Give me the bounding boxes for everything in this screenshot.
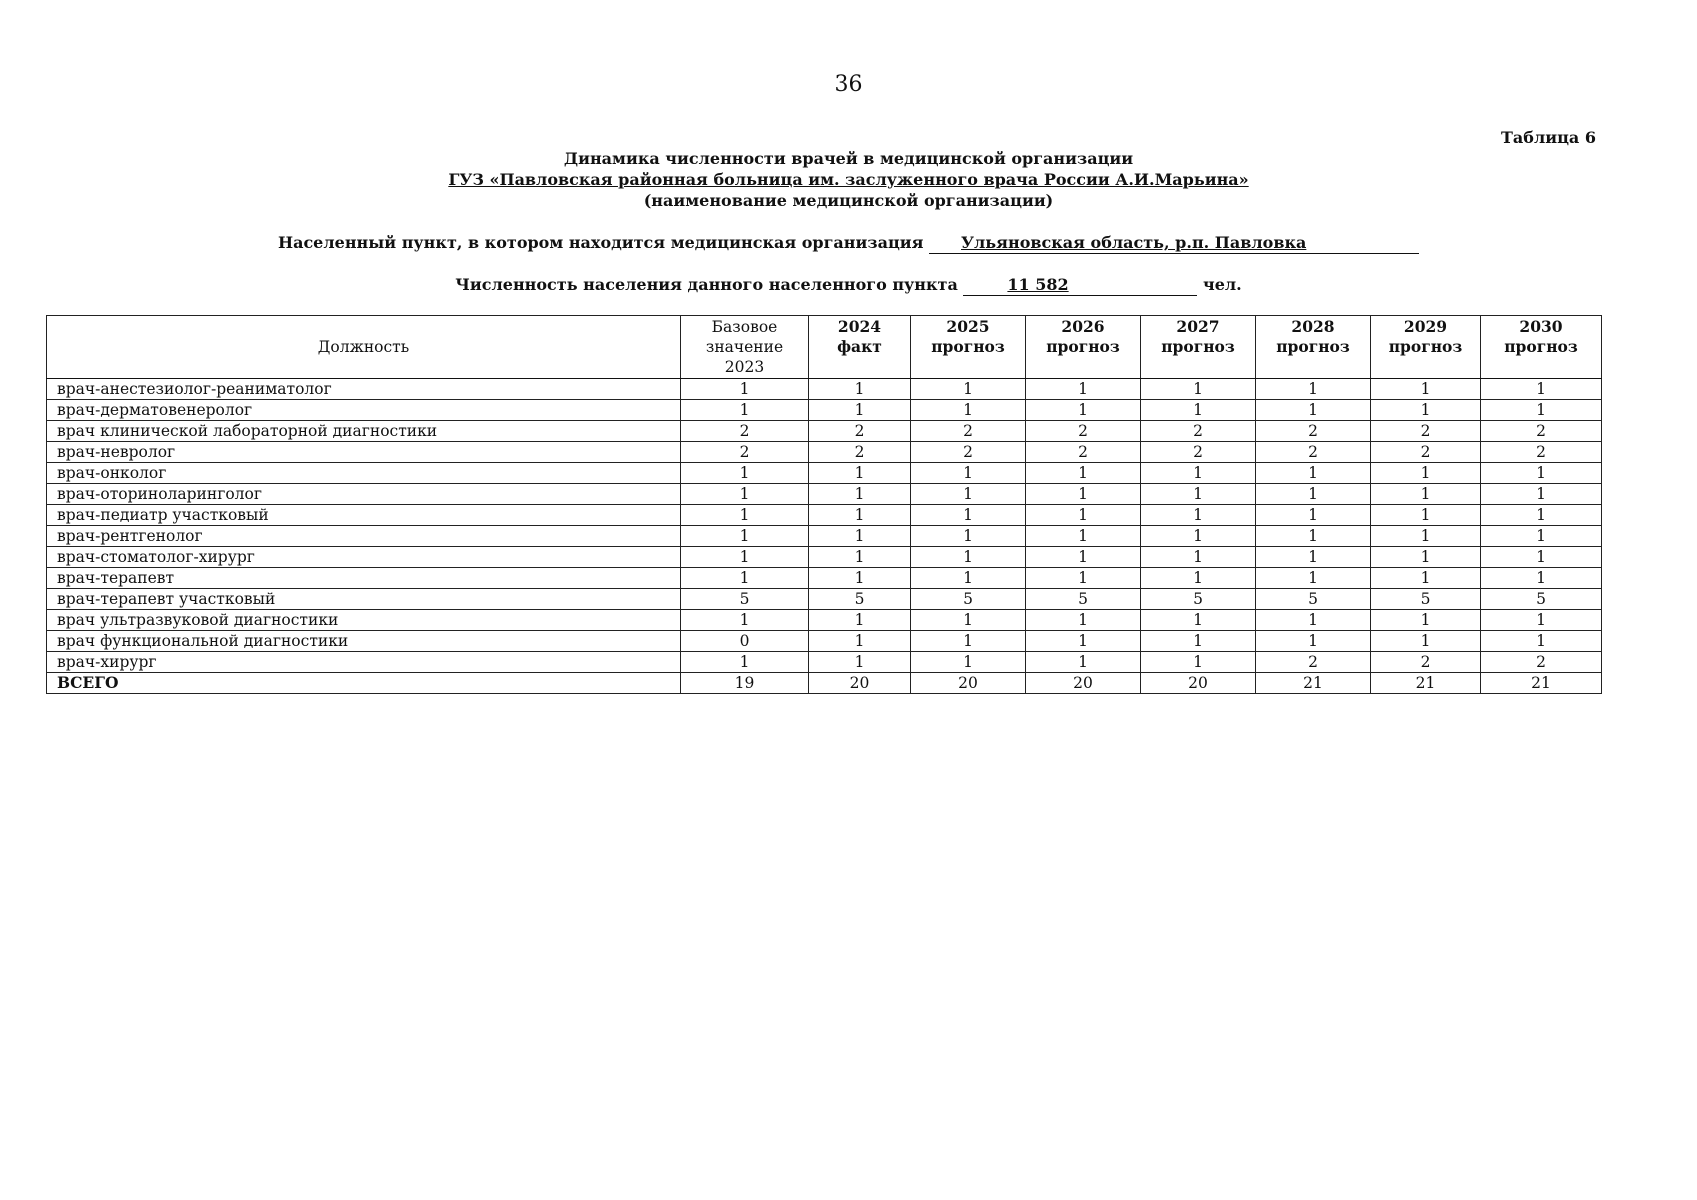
value-cell: 20: [911, 673, 1026, 694]
value-cell: 1: [1256, 400, 1371, 421]
value-cell: 2: [681, 442, 809, 463]
value-cell: 2: [1256, 442, 1371, 463]
position-cell: врач-оториноларинголог: [47, 484, 681, 505]
value-cell: 2: [1256, 421, 1371, 442]
value-cell: 20: [1026, 673, 1141, 694]
value-cell: 1: [1371, 484, 1481, 505]
value-cell: 1: [1371, 505, 1481, 526]
value-cell: 19: [681, 673, 809, 694]
table-number: Таблица 6: [1501, 128, 1596, 147]
settlement-value: Ульяновская область, р.п. Павловка: [961, 233, 1307, 252]
value-cell: 1: [911, 631, 1026, 652]
value-cell: 1: [809, 631, 911, 652]
value-cell: 1: [809, 610, 911, 631]
value-cell: 1: [1481, 400, 1602, 421]
value-cell: 5: [1026, 589, 1141, 610]
value-cell: 21: [1371, 673, 1481, 694]
position-cell: врач-дерматовенеролог: [47, 400, 681, 421]
header-2029: [1371, 316, 1481, 379]
value-cell: 2: [809, 442, 911, 463]
header-2030: [1481, 316, 1602, 379]
header-2028: [1256, 316, 1371, 379]
value-cell: 1: [1026, 526, 1141, 547]
population-unit: чел.: [1202, 275, 1242, 294]
value-cell: 1: [1371, 568, 1481, 589]
value-cell: 1: [1371, 610, 1481, 631]
value-cell: 2: [1481, 442, 1602, 463]
doctors-table: [46, 315, 1602, 694]
value-cell: 1: [1141, 400, 1256, 421]
value-cell: 1: [809, 379, 911, 400]
value-cell: 1: [809, 484, 911, 505]
value-cell: 1: [1481, 568, 1602, 589]
value-cell: 1: [1026, 568, 1141, 589]
header-line: 2030: [1519, 317, 1563, 336]
value-cell: 5: [1371, 589, 1481, 610]
settlement-field: [929, 234, 1419, 254]
header-line: 2026: [1061, 317, 1105, 336]
value-cell: 1: [1256, 484, 1371, 505]
value-cell: 1: [681, 379, 809, 400]
value-cell: 1: [1371, 379, 1481, 400]
table-row: [47, 589, 1602, 610]
table-row: [47, 421, 1602, 442]
table-row: [47, 652, 1602, 673]
value-cell: 1: [1141, 547, 1256, 568]
value-cell: 1: [1141, 505, 1256, 526]
header-line: 2025: [946, 317, 990, 336]
value-cell: 2: [1371, 421, 1481, 442]
value-cell: 1: [809, 505, 911, 526]
value-cell: 1: [1371, 547, 1481, 568]
value-cell: 1: [1141, 568, 1256, 589]
organization-caption: (наименование медицинской организации): [643, 191, 1054, 210]
value-cell: 1: [1481, 463, 1602, 484]
header-line: прогноз: [1388, 337, 1463, 356]
value-cell: 2: [1371, 442, 1481, 463]
value-cell: 2: [911, 442, 1026, 463]
value-cell: 1: [1256, 610, 1371, 631]
value-cell: 1: [1141, 379, 1256, 400]
header-line: прогноз: [931, 337, 1005, 356]
value-cell: 2: [1256, 652, 1371, 673]
population-line: [0, 275, 1697, 296]
table-row: [47, 631, 1602, 652]
value-cell: 1: [1256, 463, 1371, 484]
value-cell: 1: [681, 463, 809, 484]
value-cell: 5: [1141, 589, 1256, 610]
table-header-row: [47, 316, 1602, 379]
value-cell: 21: [1256, 673, 1371, 694]
value-cell: 2: [1371, 652, 1481, 673]
position-cell: врач-стоматолог-хирург: [47, 547, 681, 568]
page-number: 36: [834, 72, 863, 97]
table-row: [47, 400, 1602, 421]
value-cell: 5: [1256, 589, 1371, 610]
header-line: прогноз: [1161, 337, 1235, 356]
population-field: [963, 276, 1197, 296]
value-cell: 1: [1026, 463, 1141, 484]
value-cell: 20: [809, 673, 911, 694]
header-2027: [1141, 316, 1256, 379]
value-cell: 1: [809, 400, 911, 421]
value-cell: 1: [911, 568, 1026, 589]
header-line: Базовое: [711, 318, 778, 336]
value-cell: 1: [681, 484, 809, 505]
value-cell: 1: [1371, 463, 1481, 484]
position-cell: врач-терапевт: [47, 568, 681, 589]
table-row: [47, 610, 1602, 631]
value-cell: 1: [1026, 505, 1141, 526]
settlement-line: [0, 233, 1697, 254]
table-row: [47, 526, 1602, 547]
table-body: [47, 379, 1602, 694]
value-cell: 1: [1481, 484, 1602, 505]
header-line: 2024: [837, 317, 882, 336]
value-cell: 1: [1371, 526, 1481, 547]
value-cell: 1: [1026, 379, 1141, 400]
header-line: прогноз: [1276, 337, 1350, 356]
value-cell: 1: [1481, 379, 1602, 400]
table-row: [47, 379, 1602, 400]
document-heading: [0, 148, 1697, 211]
value-cell: 1: [681, 547, 809, 568]
value-cell: 1: [1256, 631, 1371, 652]
header-base-2023: [681, 316, 809, 379]
header-line: значение: [705, 338, 784, 356]
value-cell: 1: [1026, 652, 1141, 673]
value-cell: 1: [1481, 526, 1602, 547]
header-line: факт: [837, 337, 882, 356]
value-cell: 1: [1026, 484, 1141, 505]
value-cell: 1: [1371, 400, 1481, 421]
value-cell: 1: [1141, 463, 1256, 484]
position-cell: врач-онколог: [47, 463, 681, 484]
value-cell: 2: [809, 421, 911, 442]
header-line: прогноз: [1046, 337, 1120, 356]
position-cell: врач-терапевт участковый: [47, 589, 681, 610]
header-2024: [809, 316, 911, 379]
value-cell: 1: [911, 652, 1026, 673]
value-cell: 1: [809, 568, 911, 589]
value-cell: 1: [1026, 400, 1141, 421]
position-cell: врач-невролог: [47, 442, 681, 463]
table-total-row: [47, 673, 1602, 694]
value-cell: 2: [1141, 421, 1256, 442]
position-cell: врач-педиатр участковый: [47, 505, 681, 526]
value-cell: 0: [681, 631, 809, 652]
value-cell: 1: [1481, 610, 1602, 631]
value-cell: 1: [911, 484, 1026, 505]
position-cell: врач-анестезиолог-реаниматолог: [47, 379, 681, 400]
value-cell: 5: [681, 589, 809, 610]
header-line: 2027: [1176, 317, 1220, 336]
value-cell: 20: [1141, 673, 1256, 694]
value-cell: 1: [1141, 610, 1256, 631]
value-cell: 1: [1141, 631, 1256, 652]
table-row: [47, 547, 1602, 568]
value-cell: 2: [1141, 442, 1256, 463]
header-2025: [911, 316, 1026, 379]
value-cell: 1: [1481, 505, 1602, 526]
table-row: [47, 484, 1602, 505]
value-cell: 5: [1481, 589, 1602, 610]
value-cell: 1: [1256, 568, 1371, 589]
value-cell: 1: [681, 505, 809, 526]
value-cell: 1: [911, 610, 1026, 631]
position-cell: врач функциональной диагностики: [47, 631, 681, 652]
population-value: 11 582: [1007, 275, 1069, 294]
value-cell: 1: [911, 463, 1026, 484]
value-cell: 1: [1026, 610, 1141, 631]
value-cell: 5: [911, 589, 1026, 610]
header-line: 2028: [1291, 317, 1335, 336]
organization-name: ГУЗ «Павловская районная больница им. заслуженного врача России А.И.Марьина»: [448, 170, 1249, 189]
value-cell: 1: [911, 547, 1026, 568]
header-position: Должность: [47, 316, 681, 379]
value-cell: 1: [681, 526, 809, 547]
value-cell: 1: [681, 610, 809, 631]
value-cell: 1: [681, 568, 809, 589]
population-label: Численность населения данного населенного пункта: [455, 275, 958, 294]
value-cell: 1: [1026, 631, 1141, 652]
value-cell: 1: [1141, 526, 1256, 547]
value-cell: 1: [1256, 379, 1371, 400]
header-line: прогноз: [1504, 337, 1578, 356]
position-cell: врач-рентгенолог: [47, 526, 681, 547]
table-row: [47, 442, 1602, 463]
value-cell: 2: [1481, 421, 1602, 442]
value-cell: 1: [681, 652, 809, 673]
value-cell: 2: [1026, 442, 1141, 463]
value-cell: 1: [1256, 547, 1371, 568]
value-cell: 1: [1256, 526, 1371, 547]
position-cell: врач-хирург: [47, 652, 681, 673]
value-cell: 2: [911, 421, 1026, 442]
value-cell: 1: [809, 547, 911, 568]
value-cell: 21: [1481, 673, 1602, 694]
value-cell: 1: [1141, 652, 1256, 673]
position-cell: врач ультразвуковой диагностики: [47, 610, 681, 631]
value-cell: 1: [911, 379, 1026, 400]
value-cell: 1: [1481, 631, 1602, 652]
value-cell: 1: [809, 526, 911, 547]
heading-title: Динамика численности врачей в медицинской организации: [563, 149, 1134, 168]
value-cell: 1: [1481, 547, 1602, 568]
value-cell: 1: [1141, 484, 1256, 505]
header-line: 2023: [724, 358, 765, 376]
value-cell: 2: [681, 421, 809, 442]
header-2026: [1026, 316, 1141, 379]
position-cell: врач клинической лабораторной диагностики: [47, 421, 681, 442]
table-row: [47, 463, 1602, 484]
value-cell: 1: [911, 505, 1026, 526]
value-cell: 1: [1371, 631, 1481, 652]
value-cell: 1: [809, 652, 911, 673]
value-cell: 1: [681, 400, 809, 421]
table-row: [47, 568, 1602, 589]
value-cell: 1: [911, 400, 1026, 421]
total-label: ВСЕГО: [47, 673, 681, 694]
table-row: [47, 505, 1602, 526]
value-cell: 1: [911, 526, 1026, 547]
value-cell: 1: [1026, 547, 1141, 568]
value-cell: 1: [1256, 505, 1371, 526]
value-cell: 5: [809, 589, 911, 610]
value-cell: 2: [1026, 421, 1141, 442]
value-cell: 2: [1481, 652, 1602, 673]
value-cell: 1: [809, 463, 911, 484]
settlement-label: Населенный пункт, в котором находится медицинская организация: [277, 233, 924, 252]
header-line: 2029: [1403, 317, 1448, 336]
